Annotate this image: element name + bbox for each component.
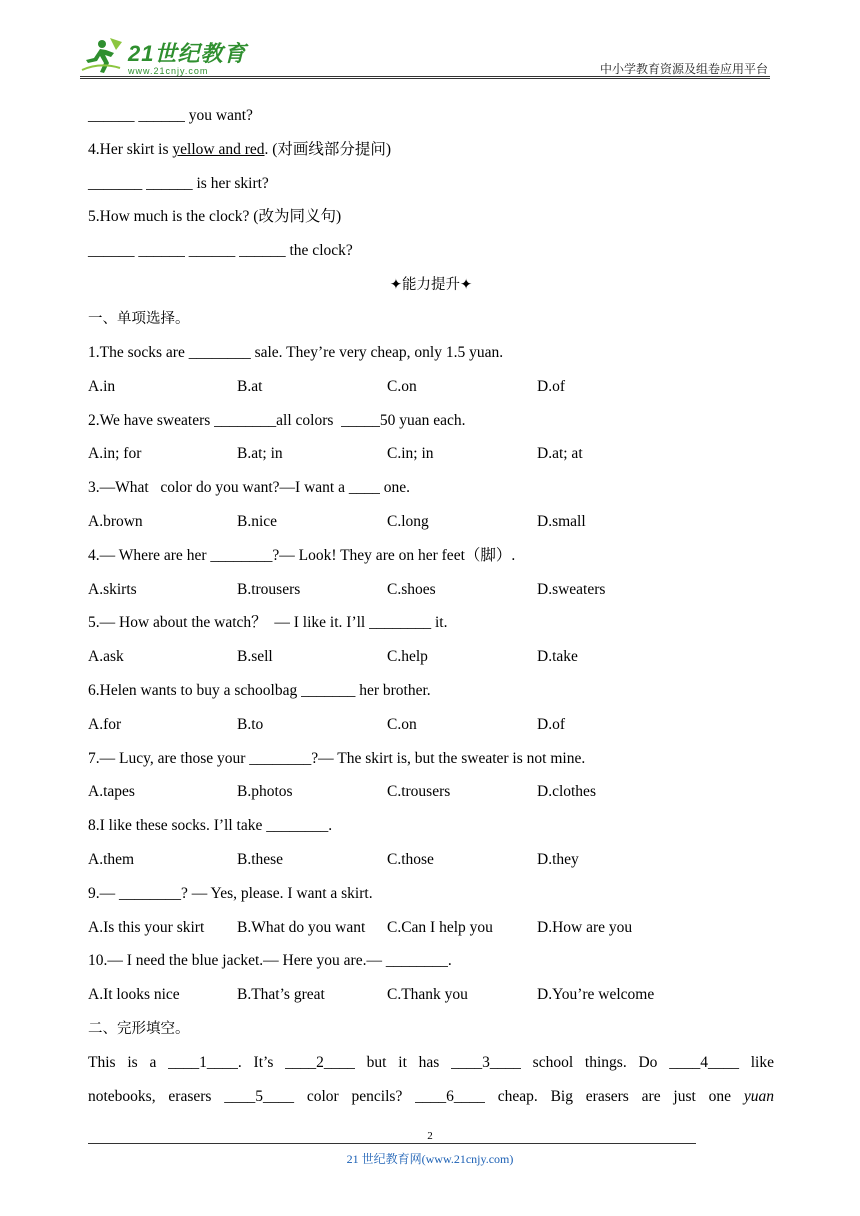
question-line: 5.How much is the clock? (改为同义句) — [88, 208, 342, 225]
answer-option: A.It looks nice — [88, 986, 180, 1004]
question-instruction: . (对画线部分提问) — [264, 141, 392, 158]
answer-option: C.help — [387, 648, 428, 666]
answer-option: C.Can I help you — [387, 918, 493, 936]
footer-divider — [88, 1143, 696, 1144]
answer-option: C.shoes — [387, 580, 436, 598]
question-text: 4.Her skirt is — [88, 141, 173, 158]
answer-option: D.of — [537, 377, 565, 395]
answer-option: D.You’re welcome — [537, 986, 655, 1004]
answer-option: A.tapes — [88, 783, 135, 801]
answer-option: B.What do you want — [237, 918, 366, 936]
answer-option: B.these — [237, 851, 284, 868]
answer-option: B.at — [237, 377, 263, 395]
question-stem: 10.— I need the blue jacket.— Here you are.— ________. — [88, 952, 452, 970]
footer-site-link[interactable]: 21 世纪教育网(www.21cnjy.com) — [346, 1152, 514, 1166]
answer-option: C.Thank you — [387, 986, 468, 1004]
question-stem: 9.— ________? — Yes, please. I want a skirt. — [88, 884, 373, 902]
answer-option: C.long — [387, 513, 429, 530]
passage-line: This is a ____1____. It’s ____2____ but it has ____3____ school things. Do ____4____ like — [88, 1053, 774, 1071]
passage-line — [88, 1087, 774, 1107]
answer-option: A.Is this your skirt — [88, 918, 205, 936]
question-stem: 2.We have sweaters ________all colors _____50 yuan each. — [88, 411, 466, 429]
answer-line: ______ ______ ______ ______ the clock? — [88, 242, 353, 259]
question-stem: 6.Helen wants to buy a schoolbag _______ her brother. — [88, 682, 431, 699]
answer-option: A.for — [88, 715, 122, 733]
logo-url: www.21cnjy.com — [128, 66, 209, 76]
answer-option: B.sell — [237, 648, 273, 666]
question-stem: 5.— How about the watch？ — I like it. I’ll ________ it. — [88, 614, 448, 632]
answer-option: D.How are you — [537, 918, 633, 936]
answer-option: B.at; in — [237, 445, 283, 463]
question-stem: 7.— Lucy, are those your ________?— The skirt is, but the sweater is not mine. — [88, 749, 586, 767]
answer-option: D.at; at — [537, 445, 583, 463]
answer-option: D.sweaters — [537, 580, 606, 598]
part-heading: 二、完形填空。 — [88, 1021, 190, 1037]
answer-option: D.they — [537, 851, 579, 868]
answer-option: C.those — [387, 851, 434, 868]
question-stem: 1.The socks are ________ sale. They’re very cheap, only 1.5 yuan. — [88, 344, 504, 361]
answer-option: D.take — [537, 648, 578, 666]
logo — [80, 36, 246, 76]
page-number: 2 — [427, 1130, 433, 1142]
answer-option: B.trousers — [237, 580, 301, 598]
header-divider — [80, 76, 770, 77]
answer-option: B.to — [237, 715, 264, 733]
question-stem: 4.— Where are her ________?— Look! They are on her feet（脚）. — [88, 546, 516, 564]
answer-option: C.on — [387, 377, 417, 395]
passage-text: notebooks, erasers ____5____ color pencils? ____6____ cheap. Big erasers are just one — [88, 1087, 744, 1105]
answer-option: D.of — [537, 715, 565, 733]
answer-option: A.in; for — [88, 445, 142, 463]
part-heading: 一、单项选择。 — [88, 311, 190, 327]
underlined-phrase: yellow and red — [172, 141, 265, 158]
section-title: ✦能力提升✦ — [389, 277, 473, 293]
page-header — [80, 30, 770, 78]
answer-option: B.That’s great — [237, 986, 325, 1004]
header-divider-2 — [80, 78, 770, 79]
answer-option: A.them — [88, 851, 135, 868]
logo-title: 21世纪教育 — [128, 41, 247, 66]
answer-option: B.photos — [237, 783, 293, 801]
answer-option: A.brown — [88, 513, 143, 530]
answer-option: C.trousers — [387, 783, 451, 801]
question-stem: 3.—What color do you want?—I want a ____ one. — [88, 479, 410, 497]
runner-logo-icon — [80, 36, 124, 76]
question-stem: 8.I like these socks. I’ll take ________. — [88, 817, 333, 835]
answer-option: A.skirts — [88, 580, 137, 598]
answer-line: _______ ______ is her skirt? — [88, 175, 269, 192]
answer-line: ______ ______ you want? — [88, 107, 253, 124]
answer-option: C.in; in — [387, 445, 434, 463]
answer-option: A.in — [88, 377, 116, 395]
passage-italic-word: yuan — [743, 1087, 774, 1105]
answer-option: D.small — [537, 513, 586, 530]
header-platform-text: 中小学教育资源及组卷应用平台 — [599, 62, 768, 76]
answer-option: A.ask — [88, 648, 124, 666]
answer-option: C.on — [387, 715, 417, 733]
answer-option: D.clothes — [537, 783, 596, 801]
question-line — [88, 140, 391, 160]
answer-option: B.nice — [237, 513, 278, 530]
